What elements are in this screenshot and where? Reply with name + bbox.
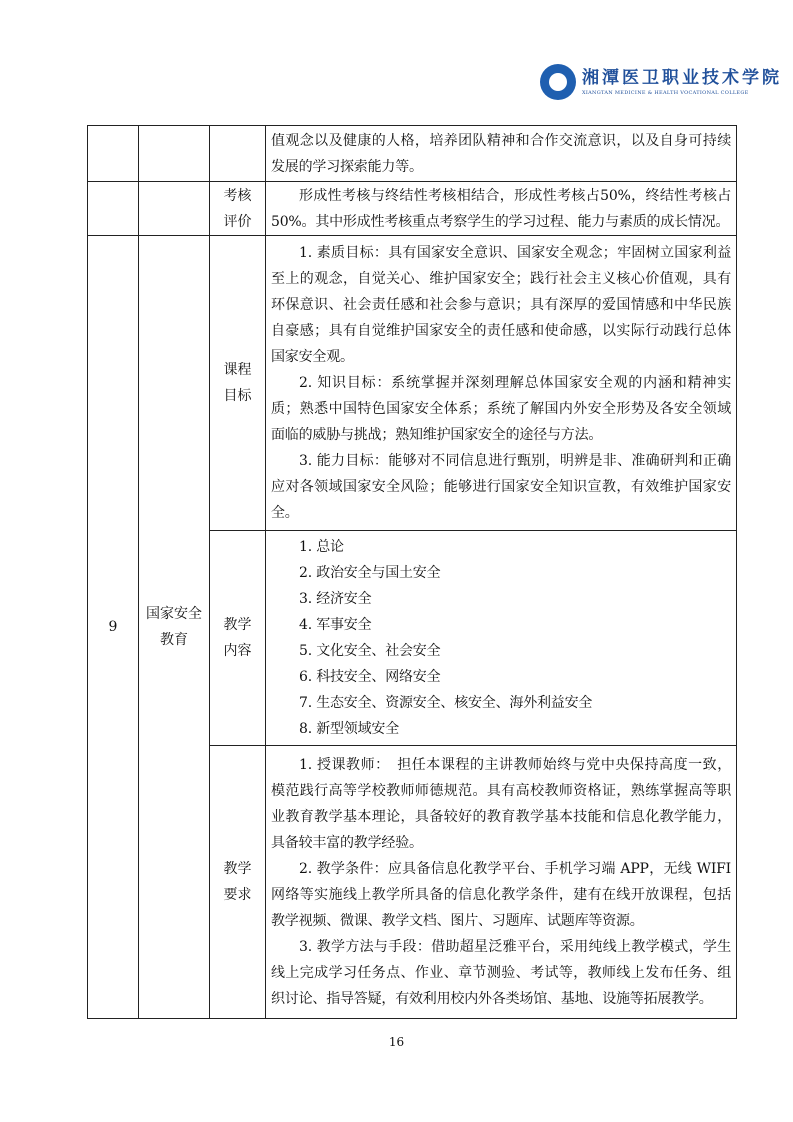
- college-logo: [540, 64, 782, 100]
- content-item: 6. 科技安全、网络安全: [299, 669, 441, 685]
- cell-empty: [88, 182, 139, 236]
- text-line: 业教育教学基本理论，具备较好的教育教学基本技能和信息化教学能力，: [271, 809, 731, 825]
- text-line: 具备较丰富的教学经验。: [271, 835, 423, 851]
- label-line: 目标: [223, 388, 252, 404]
- text-line: 3. 教学方法与手段：借助超星泛雅平台，采用纯线上教学模式，学生: [299, 939, 731, 955]
- text-line: 发展的学习探索能力等。: [271, 158, 423, 175]
- content-item: 7. 生态安全、资源安全、核安全、海外利益安全: [299, 695, 593, 711]
- text-line: 自豪感；具有自觉维护国家安全的责任感和使命感，以实际行动践行总体: [271, 323, 731, 339]
- label-line: 评价: [223, 213, 252, 230]
- label-line: 教学: [223, 861, 252, 877]
- text-line: 50%。其中形成性考核重点考察学生的学习过程、能力与素质的成长情况。: [271, 213, 730, 230]
- text-line: 模范践行高等学校教师师德规范。具有高校教师资格证，熟练掌握高等职: [271, 783, 731, 799]
- text-line: 3. 能力目标：能够对不同信息进行甄别，明辨是非、准确研判和正确: [299, 453, 731, 469]
- name-line: 国家安全: [146, 606, 202, 622]
- page-number: 16: [388, 1035, 405, 1049]
- text-line: 质；熟悉中国特色国家安全体系；系统了解国内外安全形势及各安全领域: [271, 401, 731, 417]
- text-line: 应对各领域国家安全风险；能够进行国家安全知识宣教，有效维护国家安: [271, 479, 731, 495]
- text-line: 值观念以及健康的人格，培养团队精神和合作交流意识，以及自身可持续: [271, 132, 731, 149]
- content-item: 8. 新型领域安全: [299, 721, 400, 737]
- requirements-text: [266, 746, 737, 1019]
- text-line: 国家安全观。: [271, 349, 354, 365]
- label-line: 课程: [223, 362, 252, 378]
- requirements-label: [210, 746, 266, 1019]
- text-line: 教学视频、微课、教学文档、图片、习题库、试题库等资源。: [271, 913, 644, 929]
- logo-cn: 湘潭医卫职业技术学院: [582, 68, 782, 88]
- content-item: 2. 政治安全与国土安全: [299, 565, 441, 581]
- curriculum-table: [87, 125, 737, 1019]
- text-line: 网络等实施线上教学所具备的信息化教学条件，建有在线开放课程，包括: [271, 887, 731, 903]
- assess-label: [210, 182, 266, 236]
- name-line: 教育: [160, 632, 188, 648]
- assess-text: [266, 182, 737, 236]
- continued-text: [266, 126, 737, 182]
- text-line: 至上的观念，自觉关心、维护国家安全；践行社会主义核心价值观，具有: [271, 271, 731, 287]
- content-item: 5. 文化安全、社会安全: [299, 643, 441, 659]
- text-line: 2. 知识目标：系统掌握并深刻理解总体国家安全观的内涵和精神实: [299, 375, 731, 391]
- content-item: 4. 军事安全: [299, 617, 372, 633]
- content-list: [266, 531, 737, 746]
- text-line: 形成性考核与终结性考核相结合，形成性考核占50%，终结性考核占: [299, 187, 731, 204]
- goals-label: [210, 236, 266, 531]
- content-label: [210, 531, 266, 746]
- cell-empty: [210, 126, 266, 182]
- content-item: 3. 经济安全: [299, 591, 372, 607]
- course-name: [139, 236, 210, 1019]
- text-line: 1. 授课教师： 担任本课程的主讲教师始终与党中央保持高度一致，: [299, 757, 731, 773]
- logo-en: XIANGTAN MEDICINE & HEALTH VOCATIONAL COLLEGE: [582, 90, 749, 96]
- college-seal-icon: [540, 64, 576, 100]
- label-line: 教学: [223, 617, 252, 633]
- label-line: 内容: [223, 643, 252, 659]
- label-line: 考核: [223, 187, 252, 204]
- course-number: 9: [88, 236, 139, 1019]
- cell-empty: [139, 182, 210, 236]
- cell-empty: [88, 126, 139, 182]
- text-line: 全。: [271, 505, 299, 521]
- text-line: 面临的威胁与挑战；熟知维护国家安全的途径与方法。: [271, 427, 603, 443]
- text-line: 线上完成学习任务点、作业、章节测验、考试等，教师线上发布任务、组: [271, 965, 731, 981]
- cell-empty: [139, 126, 210, 182]
- text-line: 环保意识、社会责任感和社会参与意识；具有深厚的爱国情感和中华民族: [271, 297, 731, 313]
- goals-text: [266, 236, 737, 531]
- content-item: 1. 总论: [299, 539, 344, 555]
- text-line: 织讨论、指导答疑，有效利用校内外各类场馆、基地、设施等拓展教学。: [271, 991, 713, 1007]
- label-line: 要求: [223, 887, 252, 903]
- text-line: 1. 素质目标：具有国家安全意识、国家安全观念；牢固树立国家利益: [299, 245, 731, 261]
- text-line: 2. 教学条件：应具备信息化教学平台、手机学习端 APP，无线 WIFI: [299, 861, 731, 877]
